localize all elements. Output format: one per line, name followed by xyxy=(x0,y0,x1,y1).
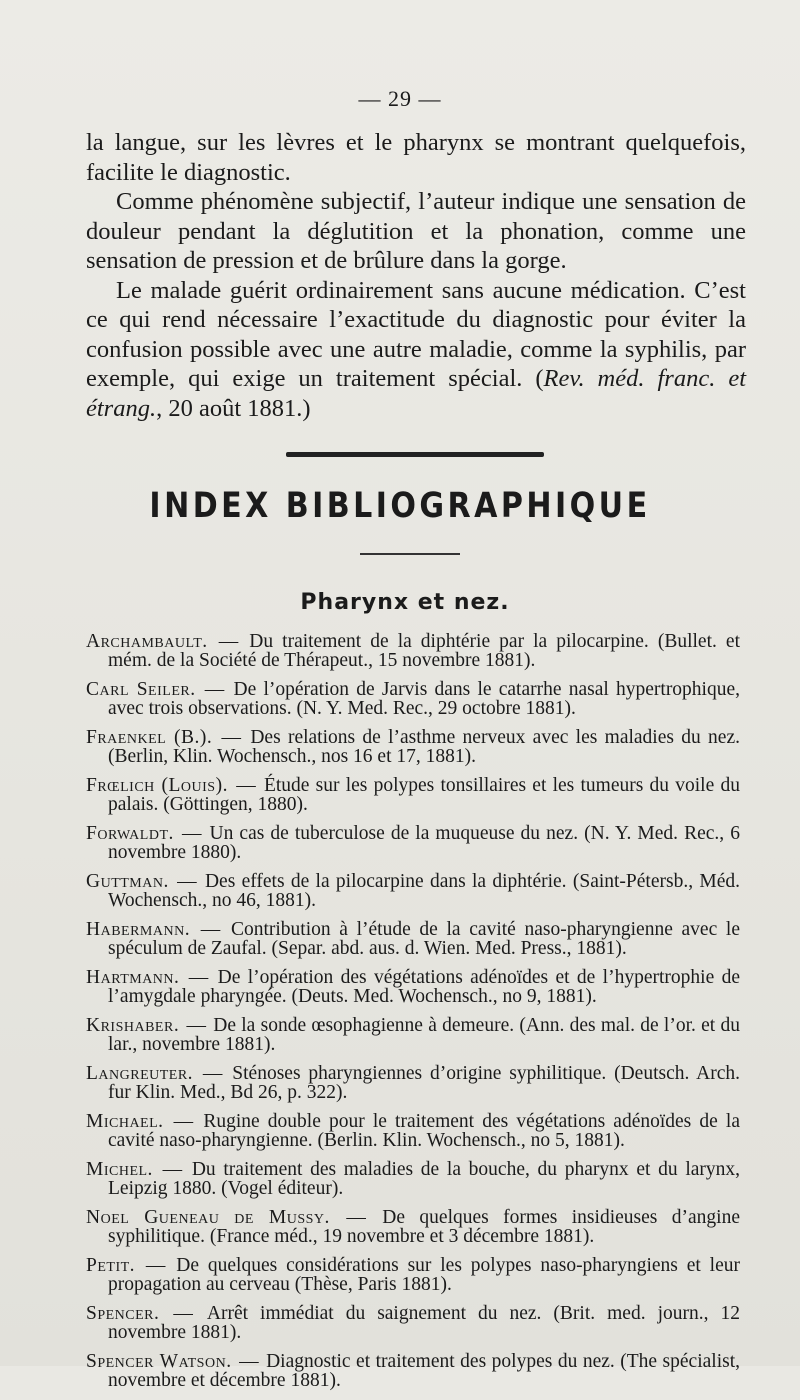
entry-author: Michel. xyxy=(86,1159,153,1180)
bibliography-entry xyxy=(86,680,740,718)
bibliography-entry xyxy=(86,872,740,910)
bibliography-entry xyxy=(86,920,740,958)
citation-date: , 20 août 1881.) xyxy=(156,394,311,422)
index-title: INDEX BIBLIOGRAPHIQUE xyxy=(149,486,651,526)
entry-dash: — xyxy=(175,823,208,844)
entry-author: Archambault. xyxy=(86,631,208,652)
entry-dash: — xyxy=(195,1063,231,1084)
intro-text xyxy=(86,128,746,423)
entry-text: Des relations de l’asthme nerveux avec les maladies du nez. (Berlin, Klin. Wochensch., nos 16 et 17, 1881). xyxy=(108,727,740,767)
entry-dash: — xyxy=(197,679,232,700)
intro-paragraph: la langue, sur les lèvres et le pharynx se montrant quelquefois, facilite le diagnostic. xyxy=(86,129,746,186)
entry-text: De quelques formes insidieuses d’angine syphilitique. (France méd., 19 novembre et 3 décembre 1881). xyxy=(108,1207,740,1247)
entry-dash: — xyxy=(233,1351,265,1372)
bibliography-entry xyxy=(86,1208,740,1246)
entry-author: Langreuter. xyxy=(86,1063,194,1084)
intro-paragraph-text: Le malade guérit ordinairement sans aucune médication. C’est ce qui rend nécessaire l’exactitude du diagnostic pour éviter la confusion possible avec une autre maladie, comme la syphilis, par exemple, qui exige un traitement spécial. xyxy=(86,276,746,392)
bibliography-list xyxy=(86,632,740,1400)
entry-text: Étude sur les polypes tonsillaires et les tumeurs du voile du palais. (Göttingen, 1880). xyxy=(108,775,740,815)
section-title: Pharynx et nez. xyxy=(300,590,510,615)
entry-dash: — xyxy=(331,1207,381,1228)
bibliography-entry xyxy=(86,1112,740,1150)
intro-citation: (Rev. méd. franc. et étrang., 20 août 1881.) xyxy=(86,365,746,422)
page-number: — 29 — xyxy=(358,86,442,111)
entry-text: De quelques considérations sur les polypes naso-pharyngiens et leur propagation au cerveau (Thèse, Paris 1881). xyxy=(108,1255,740,1295)
entry-dash: — xyxy=(192,919,229,940)
entry-dash: — xyxy=(165,1111,202,1132)
entry-author: Carl Seiler. xyxy=(86,679,196,700)
entry-dash: — xyxy=(161,1303,205,1324)
entry-text: Sténoses pharyngiennes d’origine syphilitique. (Deutsch. Arch. fur Klin. Med., Bd 26, p. 322). xyxy=(108,1063,741,1103)
entry-text: Diagnostic et traitement des polypes du nez. (The spécialist, novembre et décembre 1881). xyxy=(108,1351,740,1391)
entry-text: Rugine double pour le traitement des végétations adénoïdes de la cavité naso-pharyngienne. (Berlin. Klin. Wochensch., no 5, 1881). xyxy=(108,1111,741,1151)
entry-author: Spencer. xyxy=(86,1303,160,1324)
entry-author: Frœlich (Louis). xyxy=(86,775,228,796)
entry-text: De l’opération des végétations adénoïdes et de l’hypertrophie de l’amygdale pharyngée. (Deuts. Med. Wochensch., no 9, 1881). xyxy=(108,967,740,1007)
bibliography-entry xyxy=(86,968,740,1006)
entry-author: Spencer Watson. xyxy=(86,1351,232,1372)
bibliography-entry xyxy=(86,824,740,862)
entry-author: Petit. xyxy=(86,1255,136,1276)
entry-author: Fraenkel (B.). xyxy=(86,727,213,748)
citation-journal: Rev. méd. franc. et étrang. xyxy=(86,365,746,422)
entry-author: Hartmann. xyxy=(86,967,180,988)
entry-dash: — xyxy=(137,1255,175,1276)
bibliography-entry xyxy=(86,632,740,670)
entry-dash: — xyxy=(209,631,248,652)
entry-dash: — xyxy=(214,727,249,748)
bibliography-entry xyxy=(86,1016,740,1054)
entry-dash: — xyxy=(154,1159,190,1180)
entry-text: Un cas de tuberculose de la muqueuse du nez. (N. Y. Med. Rec., 6 novembre 1880). xyxy=(108,823,741,863)
bibliography-entry xyxy=(86,776,740,814)
bibliography-entry xyxy=(86,1352,740,1390)
entry-author: Forwaldt. xyxy=(86,823,174,844)
entry-text: Arrêt immédiat du saignement du nez. (Brit. med. journ., 12 novembre 1881). xyxy=(108,1303,740,1343)
bibliography-entry xyxy=(86,1304,740,1342)
bibliography-entry xyxy=(86,1064,740,1102)
intro-paragraph xyxy=(86,276,746,424)
bibliography-entry xyxy=(86,1160,740,1198)
ornamental-rule xyxy=(286,452,544,457)
entry-text: Contribution à l’étude de la cavité naso-pharyngienne avec le spéculum de Zaufal. (Separ. abd. aus. d. Wien. Med. Press., 1881). xyxy=(108,919,740,959)
entry-text: Du traitement de la diphtérie par la pilocarpine. (Bullet. et mém. de la Société de Thérapeut., 15 novembre 1881). xyxy=(108,631,740,671)
bibliography-entry xyxy=(86,1256,740,1294)
bibliography-entry xyxy=(86,728,740,766)
entry-author: Noel Gueneau de Mussy. xyxy=(86,1207,330,1228)
entry-author: Krishaber. xyxy=(86,1015,180,1036)
entry-dash: — xyxy=(170,871,203,892)
entry-dash: — xyxy=(181,967,216,988)
entry-text: De la sonde œsophagienne à demeure. (Ann. des mal. de l’or. et du lar., novembre 1881). xyxy=(108,1015,740,1055)
entry-author: Guttman. xyxy=(86,871,169,892)
entry-dash: — xyxy=(229,775,262,796)
entry-author: Michael. xyxy=(86,1111,164,1132)
entry-text: De l’opération de Jarvis dans le catarrhe nasal hypertrophique, avec trois observations. (N. Y. Med. Rec., 29 octobre 1881). xyxy=(108,679,741,719)
divider-rule xyxy=(360,553,460,555)
entry-text: Du traitement des maladies de la bouche, du pharynx et du larynx, Leipzig 1880. (Vogel éditeur). xyxy=(108,1159,741,1199)
entry-author: Habermann. xyxy=(86,919,191,940)
entry-dash: — xyxy=(181,1015,212,1036)
entry-text: Des effets de la pilocarpine dans la diphtérie. (Saint-Pétersb., Méd. Wochensch., no 46, 1881). xyxy=(108,871,741,911)
intro-paragraph: Comme phénomène subjectif, l’auteur indique une sensation de douleur pendant la déglutition et la phonation, comme une sensation de pression et de brûlure dans la gorge. xyxy=(86,188,746,274)
